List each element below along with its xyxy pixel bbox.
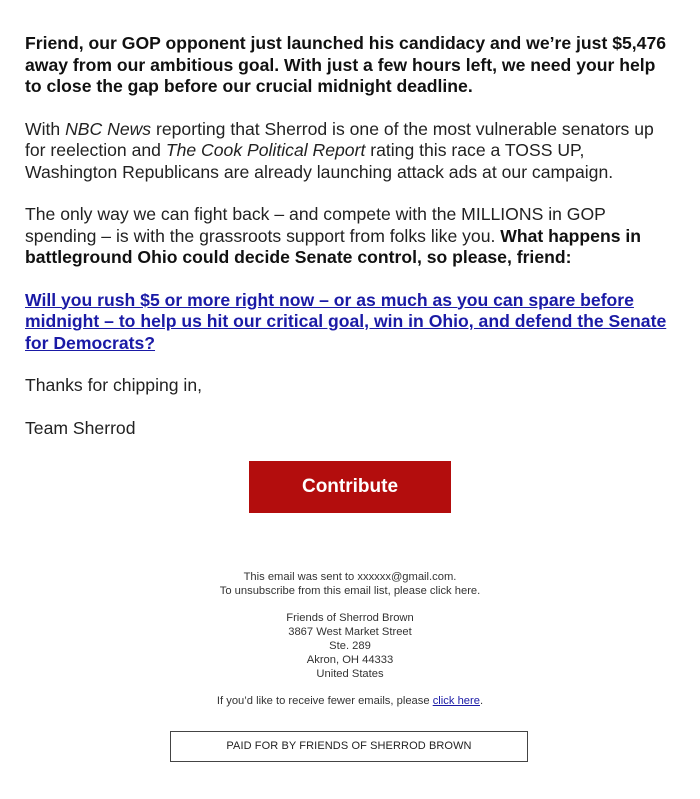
country-address: United States bbox=[316, 668, 384, 680]
fewer-emails-text: If you’d like to receive fewer emails, please bbox=[216, 695, 433, 707]
city-address: Akron, OH 44333 bbox=[306, 654, 394, 666]
cook-report-italic: The Cook Political Report bbox=[165, 140, 366, 160]
thanks-text: Thanks for chipping in, bbox=[25, 375, 203, 395]
contribute-button[interactable]: Contribute bbox=[249, 461, 451, 513]
paid-for-disclaimer: PAID FOR BY FRIENDS OF SHERROD BROWN bbox=[170, 731, 528, 762]
lead-bold-gop: GOP bbox=[121, 33, 161, 53]
donation-ask-link[interactable]: Will you rush $5 or more right now – or as much as you can spare before midnight – to help us hit our critical goal, win in Ohio, and defend the Senate for Democrats? bbox=[25, 289, 667, 353]
street-address: 3867 West Market Street bbox=[288, 626, 412, 638]
media-paragraph bbox=[25, 119, 675, 184]
fewer-emails-period: . bbox=[479, 695, 484, 707]
lead-text-1: Friend, our bbox=[25, 33, 122, 53]
email-body bbox=[25, 33, 675, 460]
lead-paragraph bbox=[25, 33, 675, 98]
ask-paragraph bbox=[25, 290, 675, 355]
signoff-text: Team Sherrod bbox=[25, 417, 136, 438]
media-text-2: reporting that Sherrod is one of the most vulnerable senators up for reelection and bbox=[25, 118, 654, 160]
nbc-news-italic: NBC News bbox=[65, 118, 152, 139]
footer-address bbox=[0, 611, 700, 681]
email-footer bbox=[0, 570, 700, 721]
media-text-3: rating this race a TOSS UP, Washington Republicans are already launching attack ads at our campaign. bbox=[25, 140, 614, 182]
fewer-emails-link[interactable]: click here bbox=[432, 695, 480, 707]
fewer-emails-line bbox=[0, 694, 700, 708]
cta-container bbox=[0, 461, 700, 513]
fight-back-text: The only way we can fight back – and compete with the MILLIONS in GOP spending – is with the grassroots support from folks like you. bbox=[25, 204, 606, 246]
battleground-bold: What happens in battleground Ohio could decide Senate control, so please, friend: bbox=[25, 225, 642, 267]
media-text-1: With bbox=[25, 118, 66, 139]
org-name: Friends of Sherrod Brown bbox=[286, 612, 414, 624]
fight-back-paragraph bbox=[25, 204, 675, 269]
lead-text-2: opponent just launched his candidacy and we’re just $5,476 away from our ambitious goal. With just a few hours left, we need your help to close the gap before our crucial midnight deadline. bbox=[25, 33, 667, 96]
sent-to-text: This email was sent to xxxxxx@gmail.com. bbox=[243, 571, 457, 583]
unsubscribe-text[interactable]: To unsubscribe from this email list, please click here. bbox=[219, 585, 481, 597]
footer-subscription-info bbox=[0, 570, 700, 598]
suite-address: Ste. 289 bbox=[329, 640, 371, 652]
